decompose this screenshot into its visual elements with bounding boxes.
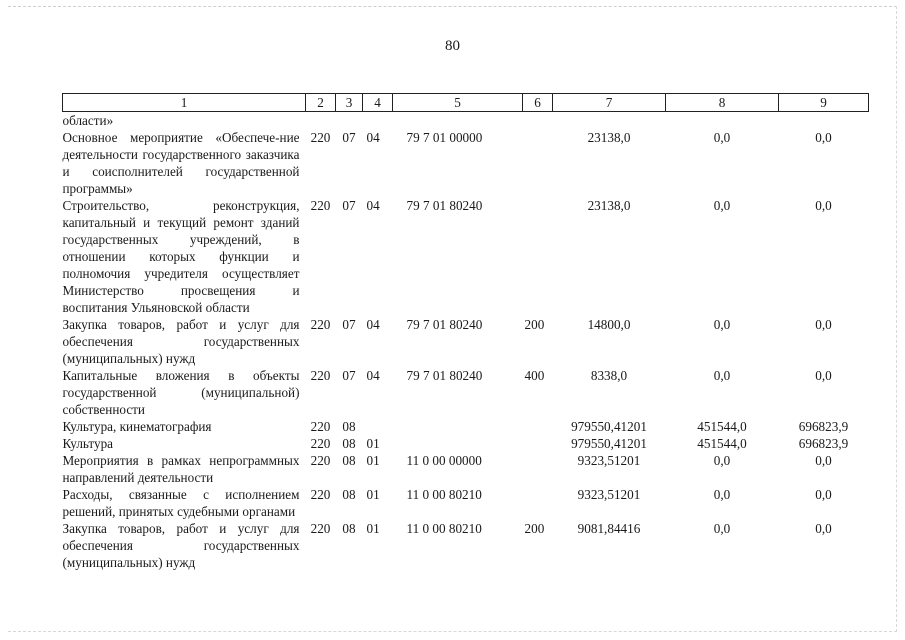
cell-target-article: 11 0 00 00000 bbox=[406, 453, 482, 468]
cell-expense-type bbox=[523, 129, 553, 197]
cell-amount-9: 0,0 bbox=[815, 487, 832, 502]
row-name: Строительство, реконструкция, капитальный и текущий ремонт зданий государственных учреждений, в отношении которых функции и полномочия учредителя осуществляет Министерство просвещения и воспитания Ульяновской области bbox=[62, 198, 300, 315]
page-number: 80 bbox=[445, 38, 460, 54]
row-name: Мероприятия в рамках непрограммных направлений деятельности bbox=[62, 453, 300, 485]
cell-amount-7: 9323,51201 bbox=[577, 453, 641, 468]
cell-target-article: 79 7 01 80240 bbox=[406, 317, 483, 332]
row-name: Закупка товаров, работ и услуг для обеспечения государственных (муниципальных) нужд bbox=[62, 317, 300, 366]
table-row bbox=[63, 418, 869, 435]
cell-section: 08 bbox=[342, 419, 356, 434]
row-name: области» bbox=[62, 113, 114, 128]
cell-amount-9: 0,0 bbox=[815, 198, 832, 213]
cell-expense-type bbox=[523, 197, 553, 316]
cell-amount-8: 0,0 bbox=[713, 317, 731, 332]
budget-table bbox=[62, 93, 869, 571]
cell-amount-8: 451544,0 bbox=[697, 419, 747, 434]
cell-section: 07 bbox=[342, 317, 356, 332]
cell-amount-7: 9323,51201 bbox=[577, 487, 641, 502]
table-row bbox=[63, 435, 869, 452]
cell-ministry bbox=[306, 112, 336, 130]
column-header-9: 9 bbox=[779, 94, 869, 112]
cell-amount-7: 9081,84416 bbox=[577, 521, 641, 536]
cell-expense-type: 400 bbox=[524, 368, 545, 383]
cell-target-article: 79 7 01 00000 bbox=[406, 130, 483, 145]
cell-subsection: 04 bbox=[366, 198, 380, 213]
cell-expense-type: 200 bbox=[524, 521, 545, 536]
table-row bbox=[63, 316, 869, 367]
cell-amount-8: 0,0 bbox=[713, 198, 731, 213]
cell-amount-8: 451544,0 bbox=[697, 436, 747, 451]
row-name: Закупка товаров, работ и услуг для обеспечения государственных (муниципальных) нужд bbox=[62, 521, 300, 570]
table-row bbox=[63, 367, 869, 418]
cell-amount-7: 14800,0 bbox=[587, 317, 631, 332]
cell-section: 07 bbox=[342, 368, 356, 383]
cell-ministry: 220 bbox=[310, 487, 331, 502]
cell-section: 08 bbox=[342, 453, 356, 468]
cell-target-article: 79 7 01 80240 bbox=[406, 368, 483, 383]
cell-target-article bbox=[393, 418, 523, 435]
header-row bbox=[63, 94, 869, 112]
cell-subsection: 01 bbox=[366, 487, 380, 502]
cell-amount-7 bbox=[553, 112, 666, 130]
cell-amount-8: 0,0 bbox=[713, 487, 731, 502]
table-body bbox=[63, 112, 869, 572]
cell-amount-9: 0,0 bbox=[815, 453, 832, 468]
cell-expense-type bbox=[523, 418, 553, 435]
table-row bbox=[63, 486, 869, 520]
cell-amount-9: 0,0 bbox=[815, 317, 832, 332]
column-header-5: 5 bbox=[393, 94, 523, 112]
column-header-4: 4 bbox=[363, 94, 393, 112]
cell-amount-9: 0,0 bbox=[815, 521, 832, 536]
column-header-1: 1 bbox=[63, 94, 306, 112]
cell-section: 08 bbox=[342, 487, 356, 502]
cell-ministry: 220 bbox=[310, 130, 331, 145]
cell-ministry: 220 bbox=[310, 453, 331, 468]
cell-expense-type bbox=[523, 435, 553, 452]
cell-section: 07 bbox=[342, 130, 356, 145]
column-header-6: 6 bbox=[523, 94, 553, 112]
cell-amount-8: 0,0 bbox=[713, 453, 731, 468]
row-name: Расходы, связанные с исполнением решений, принятых судебными органами bbox=[62, 487, 300, 519]
table-row bbox=[63, 520, 869, 571]
row-name: Культура, кинематография bbox=[62, 419, 212, 434]
row-name: Культура bbox=[62, 436, 114, 451]
cell-expense-type bbox=[523, 486, 553, 520]
cell-expense-type bbox=[523, 452, 553, 486]
column-header-2: 2 bbox=[306, 94, 336, 112]
cell-amount-7: 23138,0 bbox=[587, 198, 631, 213]
cell-section: 08 bbox=[342, 436, 356, 451]
cell-expense-type: 200 bbox=[524, 317, 545, 332]
cell-subsection: 04 bbox=[366, 317, 380, 332]
row-name: Основное мероприятие «Обеспече-ние деятельности государственного заказчика и соисполнителей государственной программы» bbox=[62, 130, 300, 196]
table-row bbox=[63, 197, 869, 316]
column-header-8: 8 bbox=[666, 94, 779, 112]
cell-section bbox=[336, 112, 363, 130]
cell-target-article bbox=[393, 112, 523, 130]
cell-ministry: 220 bbox=[310, 198, 331, 213]
cell-subsection bbox=[363, 112, 393, 130]
table-row bbox=[63, 112, 869, 130]
cell-ministry: 220 bbox=[310, 368, 331, 383]
table-row bbox=[63, 129, 869, 197]
cell-amount-9: 696823,9 bbox=[798, 436, 849, 451]
cell-amount-9: 0,0 bbox=[815, 368, 832, 383]
cell-expense-type bbox=[523, 112, 553, 130]
cell-subsection: 01 bbox=[366, 521, 380, 536]
column-header-7: 7 bbox=[553, 94, 666, 112]
cell-target-article: 11 0 00 80210 bbox=[406, 487, 482, 502]
cell-amount-7: 979550,41201 bbox=[571, 436, 647, 451]
cell-section: 08 bbox=[342, 521, 356, 536]
cell-target-article: 79 7 01 80240 bbox=[406, 198, 483, 213]
cell-subsection: 01 bbox=[366, 436, 380, 451]
cell-ministry: 220 bbox=[310, 419, 331, 434]
cell-amount-9 bbox=[779, 112, 869, 130]
column-header-3: 3 bbox=[336, 94, 363, 112]
cell-ministry: 220 bbox=[310, 521, 331, 536]
row-name: Капитальные вложения в объекты государственной (муниципальной) собственности bbox=[62, 368, 300, 417]
cell-target-article: 11 0 00 80210 bbox=[406, 521, 482, 536]
cell-ministry: 220 bbox=[310, 317, 331, 332]
cell-amount-8: 0,0 bbox=[713, 368, 731, 383]
cell-ministry: 220 bbox=[310, 436, 331, 451]
cell-subsection: 01 bbox=[366, 453, 380, 468]
cell-amount-8: 0,0 bbox=[713, 521, 731, 536]
table-row bbox=[63, 452, 869, 486]
table-header bbox=[63, 94, 869, 112]
cell-section: 07 bbox=[342, 198, 356, 213]
cell-amount-8 bbox=[666, 112, 779, 130]
cell-amount-9: 696823,9 bbox=[798, 419, 849, 434]
cell-amount-9: 0,0 bbox=[815, 130, 832, 145]
cell-amount-8: 0,0 bbox=[713, 130, 731, 145]
cell-target-article bbox=[393, 435, 523, 452]
cell-amount-7: 8338,0 bbox=[590, 368, 628, 383]
cell-subsection bbox=[363, 418, 393, 435]
cell-amount-7: 23138,0 bbox=[587, 130, 631, 145]
cell-subsection: 04 bbox=[366, 368, 380, 383]
cell-subsection: 04 bbox=[366, 130, 380, 145]
cell-amount-7: 979550,41201 bbox=[571, 419, 647, 434]
